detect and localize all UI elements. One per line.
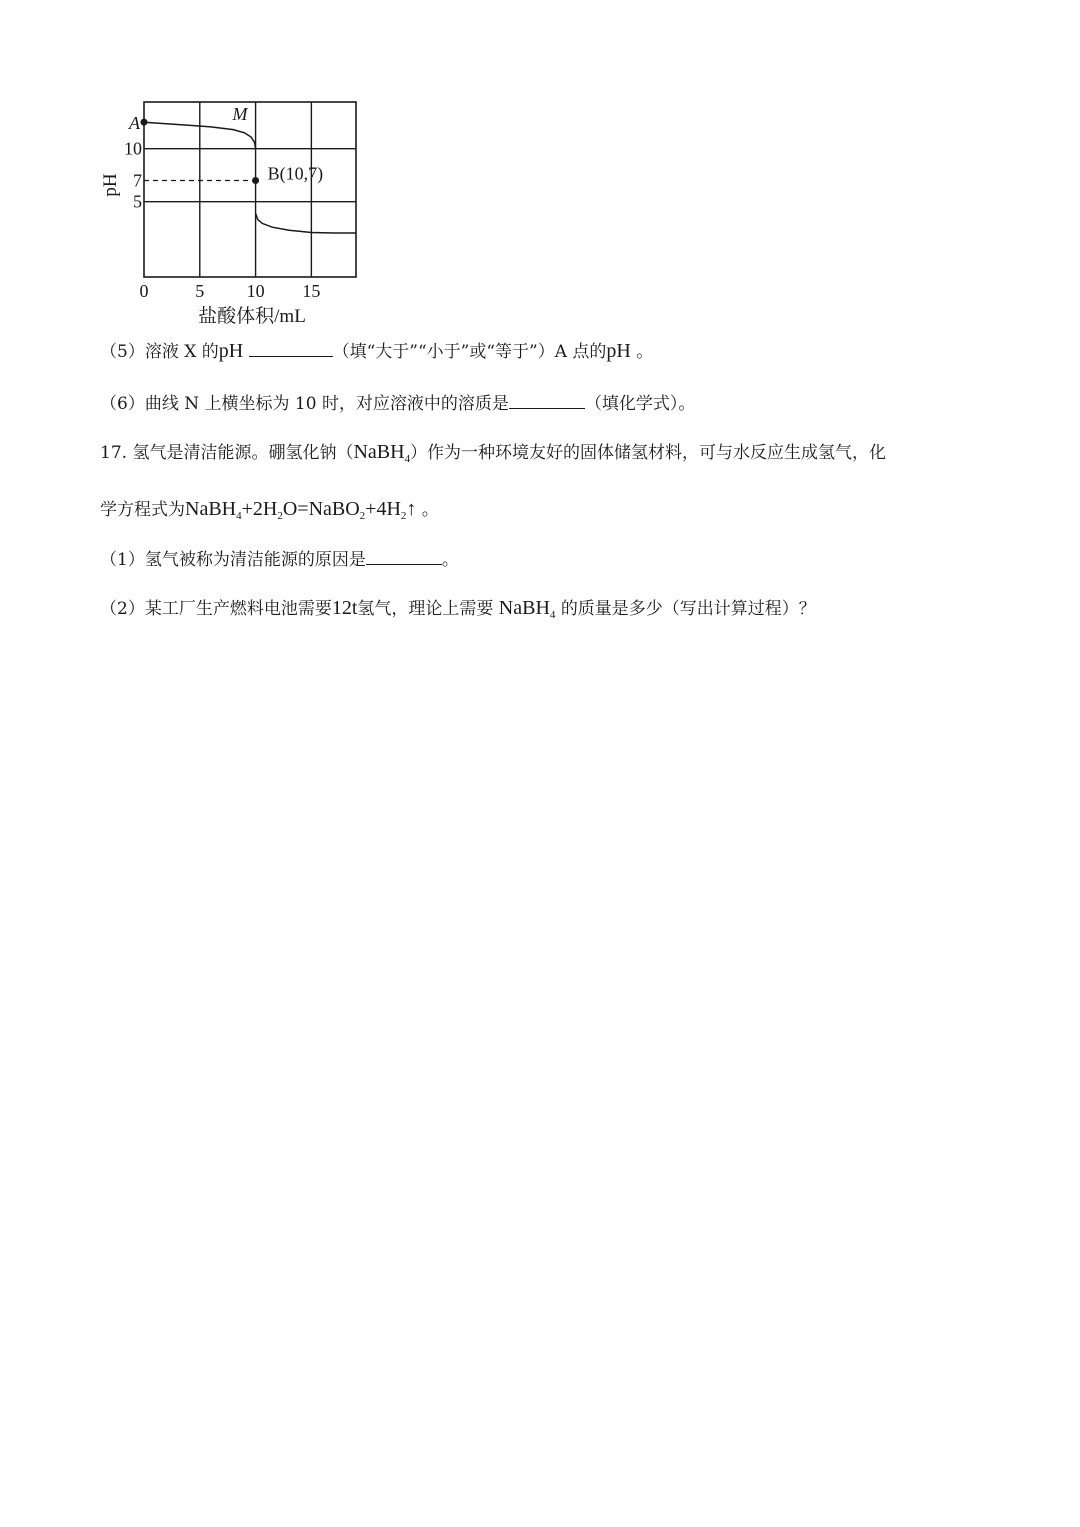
- q17-p2-mid: 氢气，理论上需要: [357, 599, 494, 619]
- q5-ph-1: pH: [218, 340, 244, 362]
- plot-frame: [144, 102, 356, 277]
- eq-part-1: NaBH: [185, 498, 237, 520]
- q17-p2-formula-name: NaBH: [498, 597, 550, 619]
- q17-p2-formula-sub: 4: [549, 609, 556, 621]
- eq-sub-2: 2: [277, 510, 283, 522]
- chart-points: [128, 104, 323, 184]
- x-tick-label: 15: [302, 281, 321, 301]
- q17-line2-end: 。: [421, 500, 439, 520]
- q6-suffix: （填化学式）。: [584, 394, 696, 414]
- eq-sub-3: 2: [359, 510, 366, 522]
- q5-ph-2: pH: [606, 340, 631, 362]
- q6-answer-blank[interactable]: [509, 394, 585, 409]
- point-m-label: M: [232, 104, 248, 125]
- chart-series: [144, 122, 356, 233]
- q17-line1-prefix: 17. 氢气是清洁能源。硼氢化钠（: [100, 443, 354, 463]
- eq-part-2: +2H: [241, 498, 278, 520]
- y-tick-label: 7: [133, 170, 142, 191]
- question-5: [100, 341, 653, 361]
- chart-grid: [144, 102, 356, 277]
- x-tick-label: 0: [139, 281, 149, 301]
- q5-end: 。: [636, 342, 654, 362]
- q17-p1-prefix: （1）氢气被称为清洁能源的原因是: [100, 550, 366, 570]
- q17-p2-mass: 12t: [331, 597, 358, 619]
- q5-prefix: （5）溶液 X 的: [100, 342, 219, 362]
- point-b-marker: [252, 177, 259, 184]
- x-axis-label: 盐酸体积/mL: [198, 306, 306, 327]
- q17-p2-prefix: （2）某工厂生产燃料电池需要: [100, 599, 332, 619]
- eq-sub-4: 2: [400, 510, 407, 522]
- point-a-marker: [141, 119, 148, 126]
- x-tick-label: 5: [195, 281, 205, 301]
- question-17-line-1: [100, 441, 887, 465]
- question-6: [100, 394, 695, 413]
- question-17-part-2: [100, 597, 816, 621]
- gas-arrow-icon: ↑: [406, 498, 417, 520]
- y-axis-label: pH: [100, 173, 121, 197]
- y-tick-label: 10: [124, 138, 142, 159]
- titration-chart: [96, 92, 376, 328]
- point-b-label: B(10,7): [267, 163, 324, 184]
- y-tick-label: 5: [133, 191, 142, 212]
- x-tick-label: 10: [246, 281, 265, 301]
- reaction-equation: [185, 498, 416, 520]
- q17-p1-answer-blank[interactable]: [366, 550, 442, 565]
- q6-prefix: （6）曲线 N 上横坐标为 10 时，对应溶液中的溶质是: [100, 394, 509, 414]
- question-17-equation-line: [100, 498, 439, 522]
- q17-formula: [353, 441, 410, 463]
- titration-curve-2: [256, 213, 356, 233]
- q17-formula-name: NaBH: [353, 441, 405, 463]
- q17-p2-suffix: 的质量是多少（写出计算过程）？: [560, 599, 816, 619]
- q5-middle: （填“大于”“小于”或“等于”）A 点的: [332, 342, 607, 362]
- q17-p1-suffix: 。: [441, 550, 459, 570]
- q17-p2-formula: [499, 597, 556, 619]
- q17-line2-prefix: 学方程式为: [100, 500, 185, 520]
- question-17-part-1: [100, 550, 459, 569]
- point-a-label: A: [129, 113, 140, 134]
- q17-formula-sub: 4: [404, 453, 411, 465]
- eq-part-4: +4H: [365, 498, 401, 520]
- q5-answer-blank[interactable]: [249, 342, 333, 357]
- eq-part-3: O=NaBO: [282, 498, 360, 520]
- q17-line1-suffix: ）作为一种环境友好的固体储氢材料，可与水反应生成氢气，化: [410, 443, 887, 463]
- eq-sub-1: 4: [236, 510, 242, 522]
